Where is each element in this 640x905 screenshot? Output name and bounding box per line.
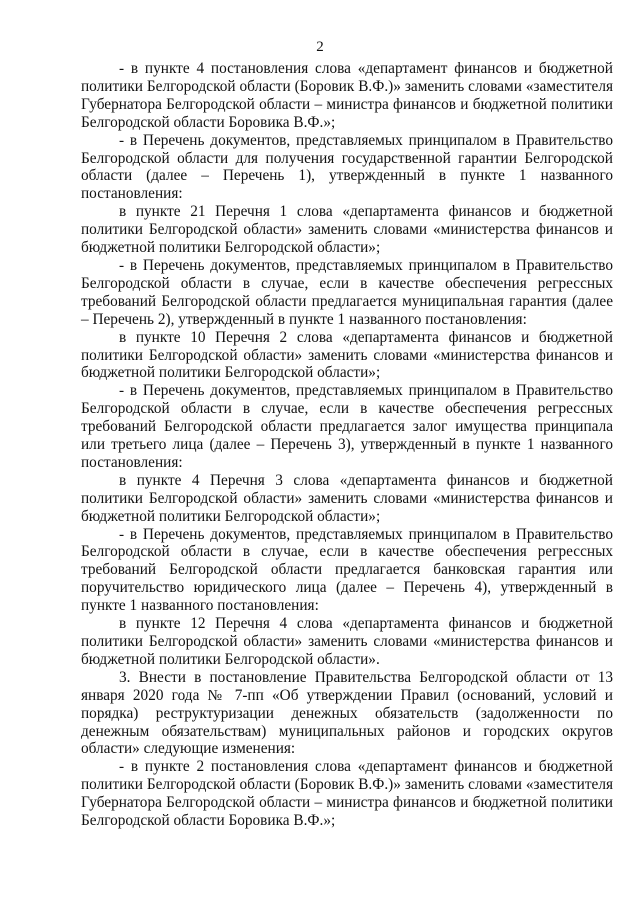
paragraph-7: в пункте 4 Перечня 3 слова «департамента финансов и бюджетной политики Белгородской области» заменить словами «министерства финансов и бюджетной политики Белгородской области»;: [81, 471, 613, 525]
paragraph-2: - в Перечень документов, представляемых принципалом в Правительство Белгородской области для получения государственной гарантии Белгородской области (далее – Перечень 1), утвержденный в пункте 1 названного постановления:: [81, 131, 613, 203]
paragraph-3: в пункте 21 Перечня 1 слова «департамента финансов и бюджетной политики Белгородской области» заменить словами «министерства финансов и бюджетной политики Белгородской области»;: [81, 203, 613, 257]
page-number: 2: [316, 39, 324, 55]
paragraph-11: - в пункте 2 постановления слова «департамент финансов и бюджетной политики Белгородской области (Боровик В.Ф.)» заменить словами «заместителя Губернатора Белгородской области – министра финансов и бюджетной политики Белгородской области Боровика В.Ф.»;: [81, 758, 613, 830]
paragraph-9: в пункте 12 Перечня 4 слова «департамента финансов и бюджетной политики Белгородской области» заменить словами «министерства финансов и бюджетной политики Белгородской области».: [81, 615, 613, 668]
paragraph-4: - в Перечень документов, представляемых принципалом в Правительство Белгородской области в случае, если в качестве обеспечения регрессных требований Белгородской области предлагается муниципальная гарантия (далее – Перечень 2), утвержденный в пункте 1 названного постановления:: [81, 256, 613, 328]
paragraph-1: - в пункте 4 постановления слова «департамент финансов и бюджетной политики Белгородской области (Боровик В.Ф.)» заменить словами «заместителя Губернатора Белгородской области – министра финансов и бюджетной политики Белгородской области Боровика В.Ф.»;: [81, 60, 613, 131]
paragraph-6: - в Перечень документов, представляемых принципалом в Правительство Белгородской области в случае, если в качестве обеспечения регрессных требований Белгородской области предлагается залог имущества принципала или третьего лица (далее – Перечень 3), утвержденный в пункте 1 названного постановления:: [81, 382, 613, 471]
paragraph-10: 3. Внести в постановление Правительства Белгородской области от 13 января 2020 года № 7-пп «Об утверждении Правил (оснований, условий и порядка) реструктуризации денежных обязательств (задолженности по денежным обязательствам) муниципальных районов и городских округов области» следующие изменения:: [81, 668, 613, 758]
paragraph-8: - в Перечень документов, представляемых принципалом в Правительство Белгородской области в случае, если в качестве обеспечения регрессных требований Белгородской области предлагается банковская гарантия или поручительство юридического лица (далее – Перечень 4), утвержденный в пункте 1 названного постановления:: [81, 525, 613, 615]
document-body: [81, 60, 613, 830]
paragraph-5: в пункте 10 Перечня 2 слова «департамента финансов и бюджетной политики Белгородской области» заменить словами «министерства финансов и бюджетной политики Белгородской области»;: [81, 328, 613, 382]
